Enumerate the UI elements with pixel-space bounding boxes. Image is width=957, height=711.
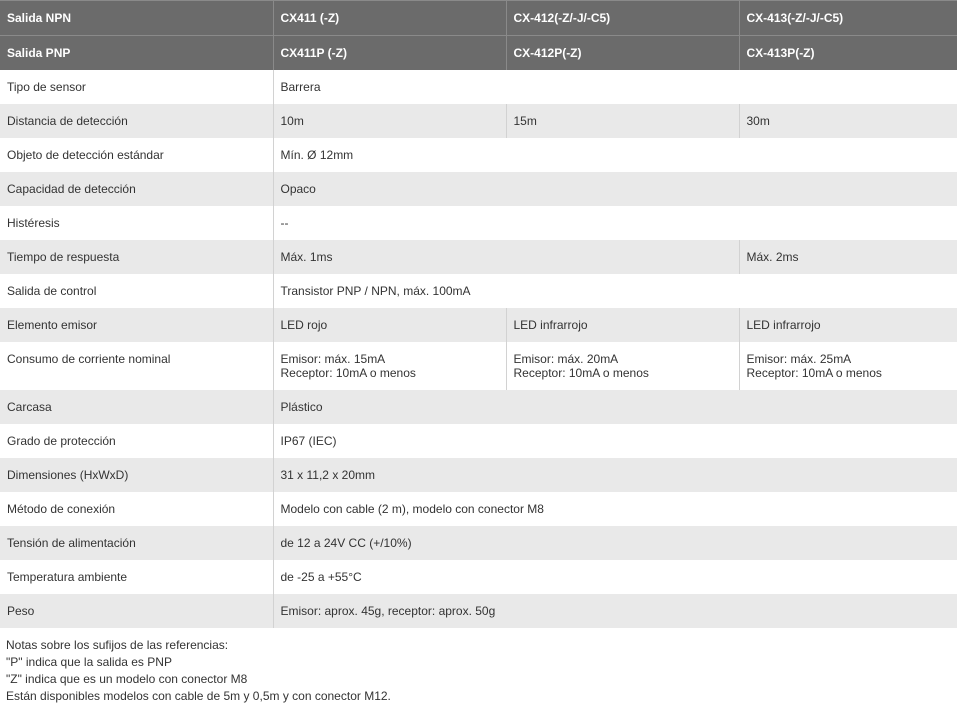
- row-value: [506, 342, 739, 390]
- row-value: Máx. 2ms: [739, 240, 957, 274]
- table-row: [0, 458, 957, 492]
- table-row: [0, 594, 957, 628]
- row-value: Plástico: [273, 390, 957, 424]
- row-value: [739, 342, 957, 390]
- table-row: [0, 274, 957, 308]
- row-label: Peso: [0, 594, 273, 628]
- table-row: [0, 138, 957, 172]
- row-label: Método de conexión: [0, 492, 273, 526]
- row-value: 31 x 11,2 x 20mm: [273, 458, 957, 492]
- row-label: Objeto de detección estándar: [0, 138, 273, 172]
- pnp-model: CX-413P(-Z): [739, 36, 957, 71]
- row-label: Tensión de alimentación: [0, 526, 273, 560]
- value-line: Emisor: máx. 25mA: [746, 352, 852, 366]
- row-label: Temperatura ambiente: [0, 560, 273, 594]
- row-value: Mín. Ø 12mm: [273, 138, 957, 172]
- row-label: Dimensiones (HxWxD): [0, 458, 273, 492]
- row-label: Salida de control: [0, 274, 273, 308]
- row-value: LED infrarrojo: [739, 308, 957, 342]
- row-value: Opaco: [273, 172, 957, 206]
- row-value: 10m: [273, 104, 506, 138]
- row-value: Barrera: [273, 70, 957, 104]
- header-row-pnp: [0, 36, 957, 71]
- row-value: Emisor: aprox. 45g, receptor: aprox. 50g: [273, 594, 957, 628]
- pnp-model: CX411P (-Z): [273, 36, 506, 71]
- row-value: de -25 a +55°C: [273, 560, 957, 594]
- row-value: de 12 a 24V CC (+/10%): [273, 526, 957, 560]
- value-line: Emisor: máx. 20mA: [513, 352, 619, 366]
- notes-block: [0, 628, 957, 705]
- npn-label: Salida NPN: [0, 1, 273, 36]
- row-value: IP67 (IEC): [273, 424, 957, 458]
- table-row: [0, 70, 957, 104]
- table-row: [0, 206, 957, 240]
- table-row: [0, 526, 957, 560]
- row-label: Consumo de corriente nominal: [0, 342, 273, 390]
- row-label: Carcasa: [0, 390, 273, 424]
- value-line: Receptor: 10mA o menos: [746, 366, 882, 380]
- table-row: [0, 492, 957, 526]
- pnp-label: Salida PNP: [0, 36, 273, 71]
- table-row: [0, 390, 957, 424]
- npn-model: CX-413(-Z/-J/-C5): [739, 1, 957, 36]
- value-line: Receptor: 10mA o menos: [513, 366, 649, 380]
- table-row: [0, 560, 957, 594]
- row-value: Transistor PNP / NPN, máx. 100mA: [273, 274, 957, 308]
- row-value: Modelo con cable (2 m), modelo con conector M8: [273, 492, 957, 526]
- pnp-model: CX-412P(-Z): [506, 36, 739, 71]
- table-row: [0, 104, 957, 138]
- row-label: Tipo de sensor: [0, 70, 273, 104]
- row-label: Capacidad de detección: [0, 172, 273, 206]
- row-label: Distancia de detección: [0, 104, 273, 138]
- row-value: --: [273, 206, 957, 240]
- row-label: Tiempo de respuesta: [0, 240, 273, 274]
- row-value: LED rojo: [273, 308, 506, 342]
- row-value: [273, 342, 506, 390]
- row-value: 30m: [739, 104, 957, 138]
- value-line: Receptor: 10mA o menos: [280, 366, 416, 380]
- row-value: Máx. 1ms: [273, 240, 739, 274]
- table-row: [0, 172, 957, 206]
- note-line: "Z" indica que es un modelo con conector M8: [6, 672, 248, 686]
- row-label: Histéresis: [0, 206, 273, 240]
- row-value: 15m: [506, 104, 739, 138]
- table-row: [0, 240, 957, 274]
- note-line: "P" indica que la salida es PNP: [6, 655, 172, 669]
- header-row-npn: [0, 1, 957, 36]
- table-row: [0, 308, 957, 342]
- table-row: [0, 342, 957, 390]
- note-line: Notas sobre los sufijos de las referencias:: [6, 638, 229, 652]
- table-row: [0, 424, 957, 458]
- npn-model: CX411 (-Z): [273, 1, 506, 36]
- npn-model: CX-412(-Z/-J/-C5): [506, 1, 739, 36]
- note-line: Están disponibles modelos con cable de 5m y 0,5m y con conector M12.: [6, 689, 391, 703]
- row-label: Elemento emisor: [0, 308, 273, 342]
- value-line: Emisor: máx. 15mA: [280, 352, 386, 366]
- row-label: Grado de protección: [0, 424, 273, 458]
- row-value: LED infrarrojo: [506, 308, 739, 342]
